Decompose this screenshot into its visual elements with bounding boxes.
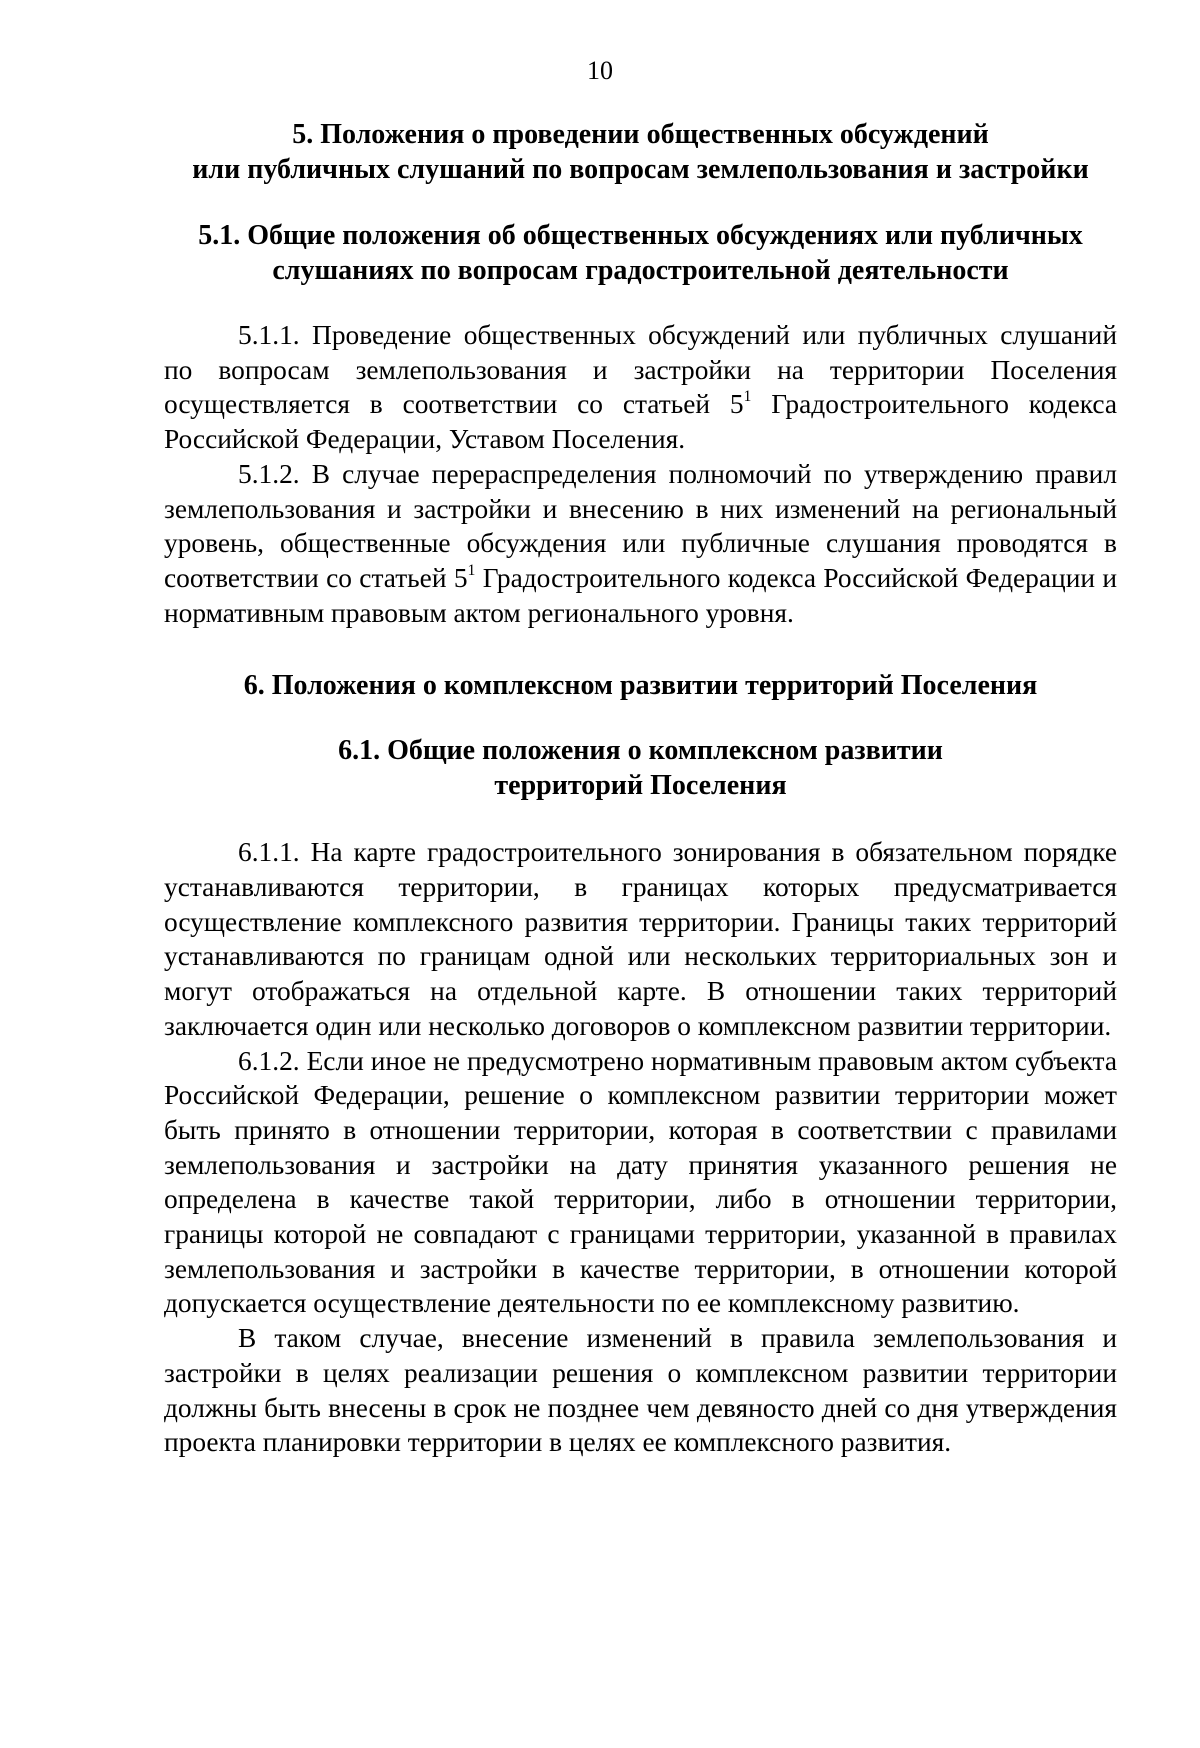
paragraph-6-1-2-continuation: В таком случае, внесение изменений в правила землепользования и застройки в целях реализации решения о комплексном развитии территории должны быть внесены в срок не позднее чем девяносто дней со дня утверждения проекта планировки территории в целях ее комплексного развития. <box>164 1323 1117 1458</box>
section-6-1-title-line-2: территорий Поселения <box>494 770 787 802</box>
section-5-title-line-2: или публичных слушаний по вопросам землепользования и застройки <box>192 154 1089 185</box>
paragraph-5-1-2-text: 5.1.2. В случае перераспределения полномочий по утверждению правил землепользования и застройки и внесению в них изменений на региональный уровень, общественные обсуждения или публичные слушания проводятся в соответствии со статьей 5 <box>164 458 1117 593</box>
section-5-title <box>164 117 1117 187</box>
section-6-title: 6. Положения о комплексном развитии территорий Поселения <box>243 670 1038 702</box>
page-number: 10 <box>587 56 613 85</box>
section-5-title-line-1: 5. Положения о проведении общественных обсуждений <box>292 119 989 150</box>
section-5-1-title <box>164 218 1117 288</box>
section-6-1-title-line-1: 6.1. Общие положения о комплексном развитии <box>338 735 943 767</box>
paragraph-6-1-2: 6.1.2. Если иное не предусмотрено нормативным правовым актом субъекта Российской Федерации, решение о комплексном развитии территории может быть принято в отношении территории, которая в соответствии с правилами землепользования и застройки на дату принятия указанного решения не определена в качестве такой территории, либо в отношении территории, границы которой не совпадают с границами территории, указанной в правилах землепользования и застройки в качестве территории, в отношении которой допускается осуществление деятельности по ее комплексному развитию. <box>164 1045 1117 1319</box>
paragraph-6-1-1: 6.1.1. На карте градостроительного зонирования в обязательном порядке устанавливаются территории, в границах которых предусматривается осуществление комплексного развития территории. Границы таких территорий устанавливаются по границам одной или нескольких территориальных зон и могут отображаться на отдельной карте. В отношении таких территорий заключается один или несколько договоров о комплексном развитии территории. <box>164 837 1117 1041</box>
page-content <box>164 117 1117 1460</box>
section-5-1-title-line-2: слушаниях по вопросам градостроительной деятельности <box>272 255 1009 286</box>
paragraph-5-1-1-text-end: Градостроительного кодекса Российской Федерации, Уставом Поселения. <box>164 389 1117 455</box>
paragraph-5-1-2-superscript: 1 <box>467 562 476 580</box>
paragraph-5-1-1 <box>164 318 1117 457</box>
paragraph-5-1-2-text-end: Градостроительного кодекса Российской Федерации и нормативным правовым актом регионального уровня. <box>164 562 1117 628</box>
paragraph-5-1-2 <box>164 457 1117 631</box>
section-6-1-title <box>164 733 1117 803</box>
paragraph-5-1-1-text: 5.1.1. Проведение общественных обсуждений или публичных слушаний по вопросам землепользования и застройки на территории Поселения осуществляется в соответствии со статьей 5 <box>164 320 1117 420</box>
paragraph-5-1-1-superscript: 1 <box>743 388 752 406</box>
section-5-1-title-line-1: 5.1. Общие положения об общественных обсуждениях или публичных <box>198 220 1083 251</box>
